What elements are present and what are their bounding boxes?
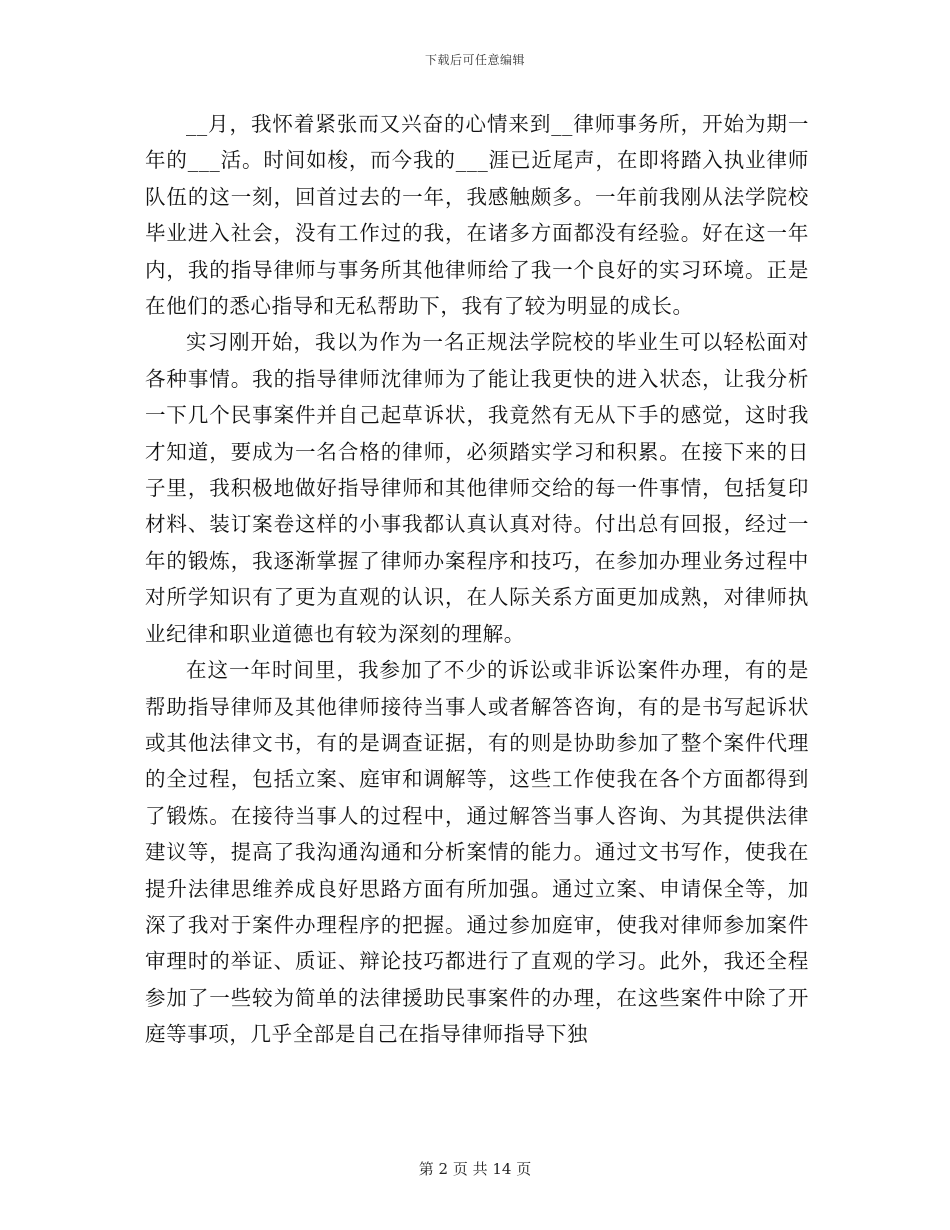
page-header: 下载后可任意编辑	[424, 53, 525, 67]
paragraph-3: 在这一年时间里，我参加了不少的诉讼或非诉讼案件办理，有的是帮助指导律师及其他律师接待当事人或者解答咨询，有的是书写起诉状或其他法律文书，有的是调查证据，有的则是协助参加了整个案件代理的全过程，包括立案、庭审和调解等，这些工作使我在各个方面都得到了锻炼。在接待当事人的过程中，通过解答当事人咨询、为其提供法律建议等，提高了我沟通沟通和分析案情的能力。通过文书写作，使我在提升法律思维养成良好思路方面有所加强。通过立案、申请保全等，加深了我对于案件办理程序的把握。通过参加庭审，使我对律师参加案件审理时的举证、质证、辩论技巧都进行了直观的学习。此外，我还全程参加了一些较为简单的法律援助民事案件的办理，在这些案件中除了开庭等事项，几乎全部是自己在指导律师指导下独	[145, 658, 809, 1047]
document-body	[145, 106, 809, 1053]
page-footer: 第 2 页 共 14 页	[418, 1160, 532, 1178]
paragraph-2: 实习刚开始，我以为作为一名正规法学院校的毕业生可以轻松面对各种事情。我的指导律师沈律师为了能让我更快的进入状态，让我分析一下几个民事案件并自己起草诉状，我竟然有无从下手的感觉，这时我才知道，要成为一名合格的律师，必须踏实学习和积累。在接下来的日子里，我积极地做好指导律师和其他律师交给的每一件事情，包括复印材料、装订案卷这样的小事我都认真认真对待。付出总有回报，经过一年的锻炼，我逐渐掌握了律师办案程序和技巧，在参加办理业务过程中对所学知识有了更为直观的认识，在人际关系方面更加成熟，对律师执业纪律和职业道德也有较为深刻的理解。	[145, 330, 809, 646]
paragraph-1: __月，我怀着紧张而又兴奋的心情来到__律师事务所，开始为期一年的___活。时间如梭，而今我的___涯已近尾声，在即将踏入执业律师队伍的这一刻，回首过去的一年，我感触颇多。一年前我刚从法学院校毕业进入社会，没有工作过的我，在诸多方面都没有经验。好在这一年内，我的指导律师与事务所其他律师给了我一个良好的实习环境。正是在他们的悉心指导和无私帮助下，我有了较为明显的成长。	[145, 112, 809, 319]
